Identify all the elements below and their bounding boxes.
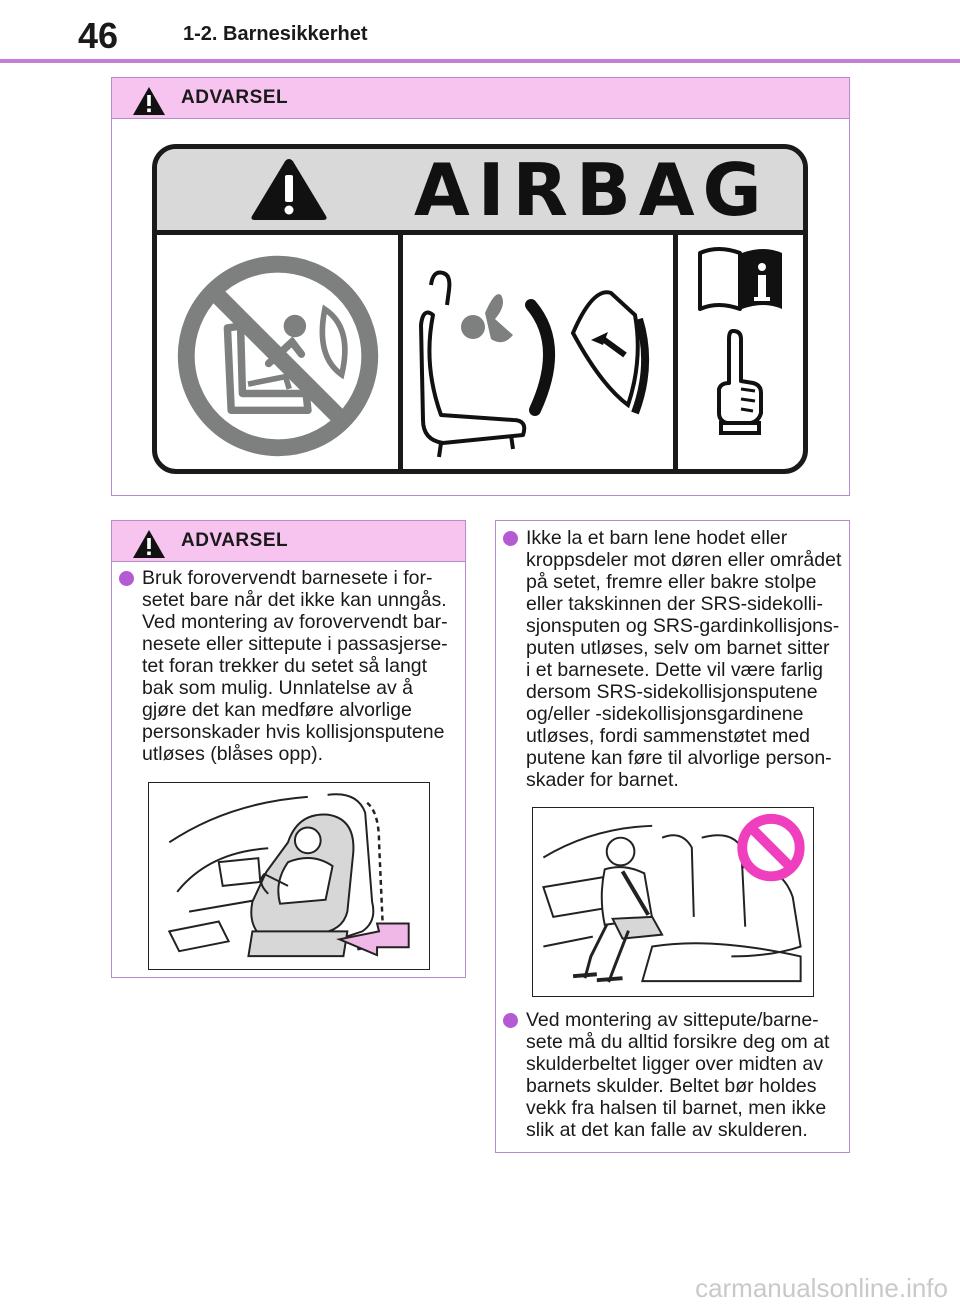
prohibition-icon (175, 253, 381, 459)
warning-text (114, 567, 459, 765)
airbag-sign-panel-manual (678, 235, 803, 474)
warning-text-content: Ved montering av sittepute/barne- sete må du alltid forsikre deg om at skulderbeltet ligger over midten av barnets skulder. Beltet bør holdes vekk fra halsen til barnet, men ikke slik at det kan falle av skulderen. (526, 1009, 830, 1141)
booster-seat-drawing (533, 808, 813, 996)
warning-header (112, 78, 849, 119)
warning-triangle-icon (132, 86, 166, 116)
section-title: 1-2. Barnesikkerhet (183, 23, 368, 45)
manual-info-icon (696, 245, 786, 315)
warning-label: ADVARSEL (181, 87, 289, 108)
warning-text-content: Bruk forovervendt barnesete i for- setet bare når det ikke kan unngås. Ved montering av forovervendt bar- nesete eller sittepute i passasjerse- tet foran trekker du setet så langt bak som mulig. Unnlatelse av å gjøre det kan medføre alvorlige personskader hvis kollisjonsputene utløses (blåses opp). (142, 567, 448, 765)
bullet-icon (119, 571, 134, 586)
header-rule (0, 59, 960, 63)
raised-finger-icon (711, 327, 771, 437)
warning-text-content: Ikke la et barn lene hodet eller kroppsdeler mot døren eller området på setet, fremre eller bakre stolpe eller takskinnen der SRS-sidekolli- sjonsputen og SRS-gardinkollisjons- puten utløses, selv om barnet sitter i et barnesete. Dette vil være farlig dersom SRS-sidekollisjonsputene og/eller -sidekollisjonsgardinene utløses, fordi sammenstøtet med putene kan føre til alvorlige person- skader for barnet. (526, 527, 842, 791)
warning-header (112, 521, 465, 562)
arrow-icon (339, 923, 408, 955)
bullet-icon (503, 531, 518, 546)
warning-triangle-icon (132, 529, 166, 559)
booster-seat-illustration (532, 807, 814, 997)
forward-facing-seat-illustration (148, 782, 430, 970)
airbag-sign (152, 144, 808, 474)
warning-box-left (111, 520, 466, 978)
warning-text (498, 527, 843, 791)
warning-triangle-icon (249, 155, 329, 223)
airbag-sign-panel-explanation (403, 235, 678, 474)
bullet-icon (503, 1013, 518, 1028)
child-seat-drawing (149, 783, 429, 969)
warning-box-right (495, 520, 850, 1153)
page-number: 46 (78, 15, 119, 56)
airbag-sign-title: AIRBAG (414, 148, 770, 232)
airbag-sign-banner (157, 149, 803, 235)
watermark: carmanualsonline.info (695, 1273, 948, 1303)
airbag-seat-illustration (403, 235, 673, 474)
warning-label: ADVARSEL (181, 530, 289, 551)
prohibition-icon (742, 819, 799, 876)
warning-text (498, 1009, 843, 1141)
airbag-warning-box (111, 77, 850, 496)
airbag-sign-panel-prohibited (157, 235, 403, 474)
